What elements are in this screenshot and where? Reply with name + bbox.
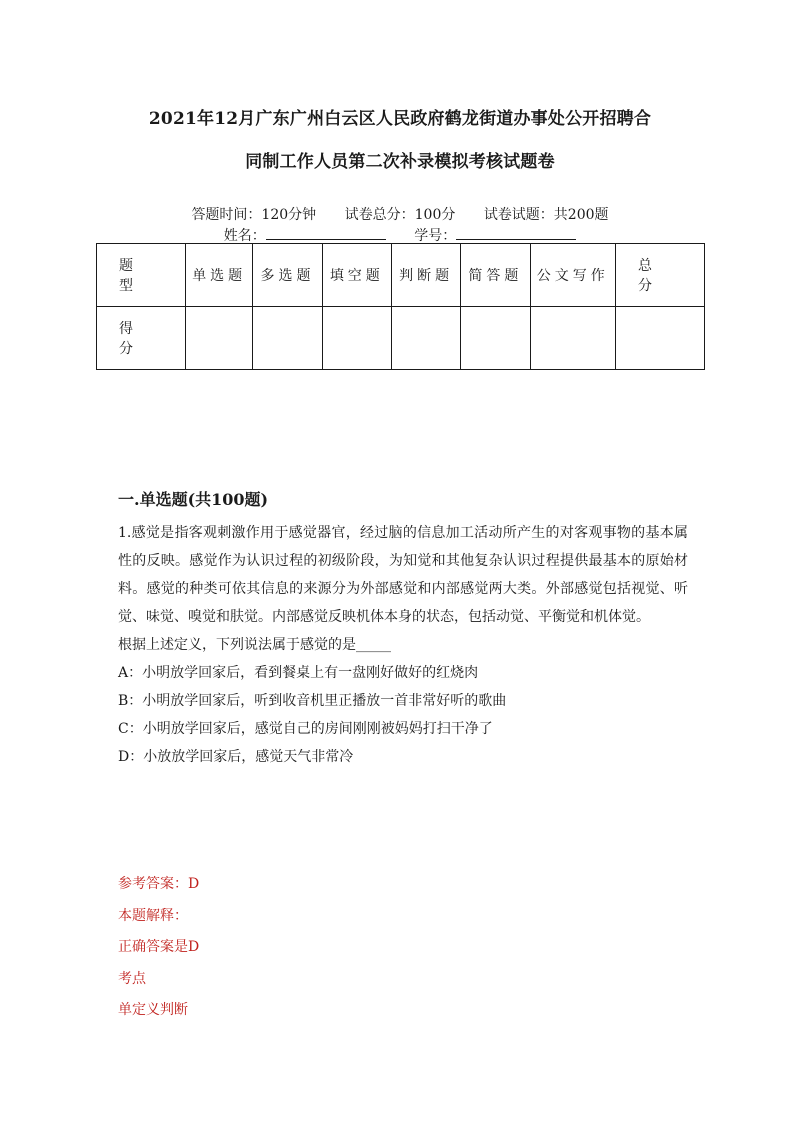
score-cell [461,307,530,370]
header-cell-judge: 判断题 [391,244,460,307]
point-label: 考点 [118,970,146,987]
section-title: 一.单选题(共100题) [118,490,269,509]
header-cell-fill: 填空题 [322,244,391,307]
option-c: C：小明放学回家后，感觉自己的房间刚刚被妈妈打扫干净了 [118,721,493,737]
score-table [96,243,726,370]
header-cell-multi: 多选题 [253,244,322,307]
header-cell-short: 简答题 [461,244,530,307]
score-cell [391,307,460,370]
question-prompt: 根据上述定义，下列说法属于感觉的是_____ [118,637,391,653]
name-label: 姓名： [223,228,266,244]
exam-student-info [0,225,800,245]
score-cell [253,307,322,370]
exam-meta-info [0,204,800,224]
exam-title-line-1: 2021年12月广东广州白云区人民政府鹤龙街道办事处公开招聘合 [148,109,652,129]
point-value: 单定义判断 [118,1002,188,1018]
score-table-header-row [97,244,705,307]
name-field [224,225,386,245]
score-cell [530,307,615,370]
exam-total-score: 试卷总分：100分 [344,207,456,223]
exam-time: 答题时间：120分钟 [191,207,317,223]
header-cell-single: 单选题 [186,244,253,307]
header-cell-type: 题 型 [97,244,186,307]
score-row-label: 得 分 [97,307,186,370]
id-blank [456,227,576,240]
name-blank [266,227,386,240]
score-cell [616,307,705,370]
header-cell-document: 公文写作 [530,244,615,307]
correct-answer: 正确答案是D [118,939,200,955]
exam-question-count: 试卷试题：共200题 [483,207,609,223]
score-table-score-row [97,307,705,370]
question-stem: 1.感觉是指客观刺激作用于感觉器官，经过脑的信息加工活动所产生的对客观事物的基本属性的反映。感觉作为认识过程的初级阶段，为知觉和其他复杂认识过程提供最基本的原始材料。感觉的种类可依其信息的来源分为外部感觉和内部感觉两大类。外部感觉包括视觉、听觉、味觉、嗅觉和肤觉。内部感觉反映机体本身的状态，包括动觉、平衡觉和机体觉。 [118,525,688,625]
explanation-label: 本题解释： [118,907,188,924]
reference-answer: 参考答案：D [118,876,200,892]
id-field [414,225,576,245]
score-cell [322,307,391,370]
exam-title-line-2: 同制工作人员第二次补录模拟考核试题卷 [245,152,555,172]
option-d: D：小放放学回家后，感觉天气非常冷 [118,749,354,765]
option-a: A：小明放学回家后，看到餐桌上有一盘刚好做好的红烧肉 [118,665,479,681]
header-cell-total: 总 分 [616,244,705,307]
score-cell [186,307,253,370]
answer-block [118,869,199,1027]
option-b: B：小明放学回家后，听到收音机里正播放一首非常好听的歌曲 [118,693,507,709]
question-block [118,519,688,771]
id-label: 学号： [414,228,457,244]
